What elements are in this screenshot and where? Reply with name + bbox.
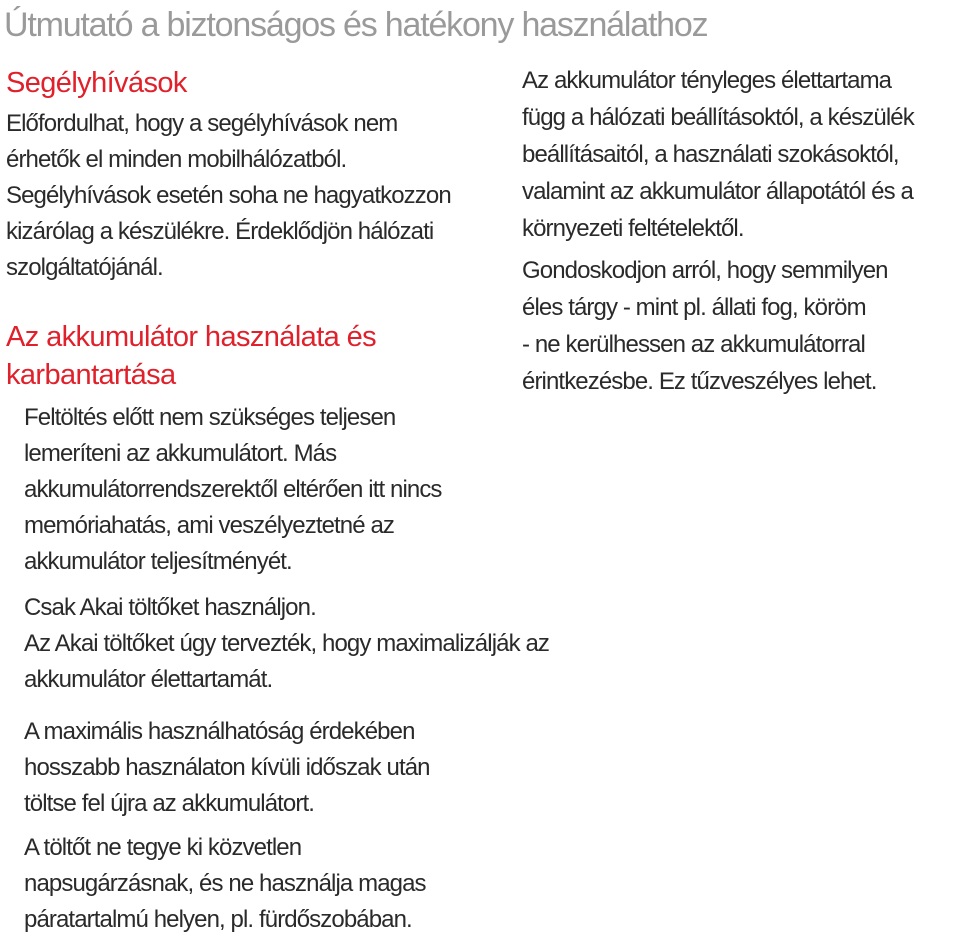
right-line: Gondoskodjon arról, hogy semmilyen (522, 257, 888, 284)
battery-line: hosszabb használaton kívüli időszak után (24, 754, 430, 781)
battery-heading-line: karbantartása (6, 359, 176, 391)
battery-paragraph-4 (24, 830, 426, 938)
right-line: valamint az akkumulátor állapotától és a (522, 178, 913, 205)
emergency-line: Segélyhívások esetén soha ne hagyatkozzon (6, 182, 451, 209)
battery-paragraph-3 (24, 714, 430, 822)
battery-line: A maximális használhatóság érdekében (24, 718, 415, 745)
battery-line: akkumulátorrendszerektől eltérően itt nincs (24, 476, 442, 503)
battery-line: Feltöltés előtt nem szükséges teljesen (24, 404, 396, 431)
emergency-line: Előfordulhat, hogy a segélyhívások nem (6, 110, 398, 137)
emergency-heading: Segélyhívások (6, 67, 187, 99)
battery-paragraph-2 (24, 590, 549, 698)
right-line: érintkezésbe. Ez tűzveszélyes lehet. (522, 368, 877, 395)
page-title: Útmutató a biztonságos és hatékony használathoz (4, 6, 708, 44)
battery-line: A töltőt ne tegye ki közvetlen (24, 834, 302, 861)
battery-line: lemeríteni az akkumulátort. Más (24, 440, 337, 467)
battery-line: páratartalmú helyen, pl. fürdőszobában. (24, 906, 412, 933)
right-line: éles tárgy - mint pl. állati fog, köröm (522, 294, 866, 321)
battery-heading-line: Az akkumulátor használata és (6, 321, 377, 353)
battery-line: napsugárzásnak, és ne használja magas (24, 870, 426, 897)
right-line: függ a hálózati beállításoktól, a készülék (522, 104, 914, 131)
right-line: Az akkumulátor tényleges élettartama (522, 67, 892, 94)
battery-line: Az Akai töltőket úgy tervezték, hogy maximalizálják az (24, 630, 549, 657)
battery-line: akkumulátor teljesítményét. (24, 548, 292, 575)
right-line: - ne kerülhessen az akkumulátorral (522, 331, 865, 358)
emergency-text (6, 106, 451, 286)
battery-line: töltse fel újra az akkumulátort. (24, 790, 315, 817)
right-line: beállításaitól, a használati szokásoktól, (522, 141, 899, 168)
battery-line: Csak Akai töltőket használjon. (24, 594, 316, 621)
right-line: környezeti feltételektől. (522, 215, 744, 242)
emergency-line: szolgáltatójánál. (6, 254, 163, 281)
emergency-line: érhetők el minden mobilhálózatból. (6, 146, 347, 173)
battery-heading (6, 318, 376, 394)
emergency-line: kizárólag a készülékre. Érdeklődjön hálózati (6, 218, 434, 245)
right-paragraph-2 (522, 252, 888, 400)
battery-line: memóriahatás, ami veszélyeztetné az (24, 512, 395, 539)
right-paragraph-1 (522, 62, 914, 247)
battery-paragraph-1 (24, 400, 442, 580)
battery-line: akkumulátor élettartamát. (24, 666, 273, 693)
